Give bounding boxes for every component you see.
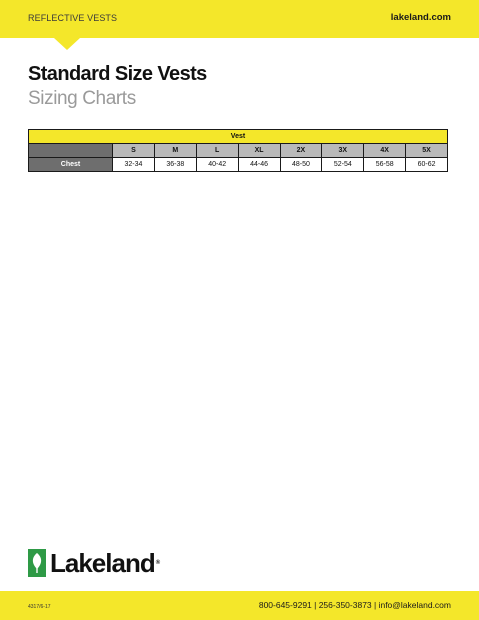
table-row (29, 158, 448, 172)
size-header: 3X (322, 144, 364, 158)
section-label: REFLECTIVE VESTS (28, 13, 118, 23)
row-label-chest: Chest (29, 158, 113, 172)
size-header: 4X (364, 144, 406, 158)
page-subtitle: Sizing Charts (28, 88, 136, 109)
document-code: 4317/6-17 (28, 604, 51, 610)
size-header: 5X (406, 144, 448, 158)
table-cell: 32-34 (113, 158, 155, 172)
size-header: M (154, 144, 196, 158)
contact-info[interactable]: 800-645-9291 | 256-350-3873 | info@lakeland.com (258, 600, 451, 610)
table-corner-cell (29, 144, 113, 158)
size-header-row (29, 144, 448, 158)
sizing-table (28, 129, 448, 172)
banner-notch (54, 38, 80, 50)
website-link[interactable]: lakeland.com (390, 12, 451, 23)
table-cell: 40-42 (196, 158, 238, 172)
logo-wordmark: Lakeland® (50, 548, 160, 578)
table-cell: 52-54 (322, 158, 364, 172)
leaf-icon (28, 549, 46, 577)
size-header: S (113, 144, 155, 158)
table-caption: Vest (29, 130, 448, 144)
lakeland-logo (28, 549, 159, 577)
table-cell: 36-38 (154, 158, 196, 172)
size-header: 2X (280, 144, 322, 158)
size-header: L (196, 144, 238, 158)
page-title: Standard Size Vests (28, 63, 207, 85)
table-cell: 44-46 (238, 158, 280, 172)
table-cell: 48-50 (280, 158, 322, 172)
size-header: XL (238, 144, 280, 158)
table-cell: 60-62 (406, 158, 448, 172)
table-cell: 56-58 (364, 158, 406, 172)
